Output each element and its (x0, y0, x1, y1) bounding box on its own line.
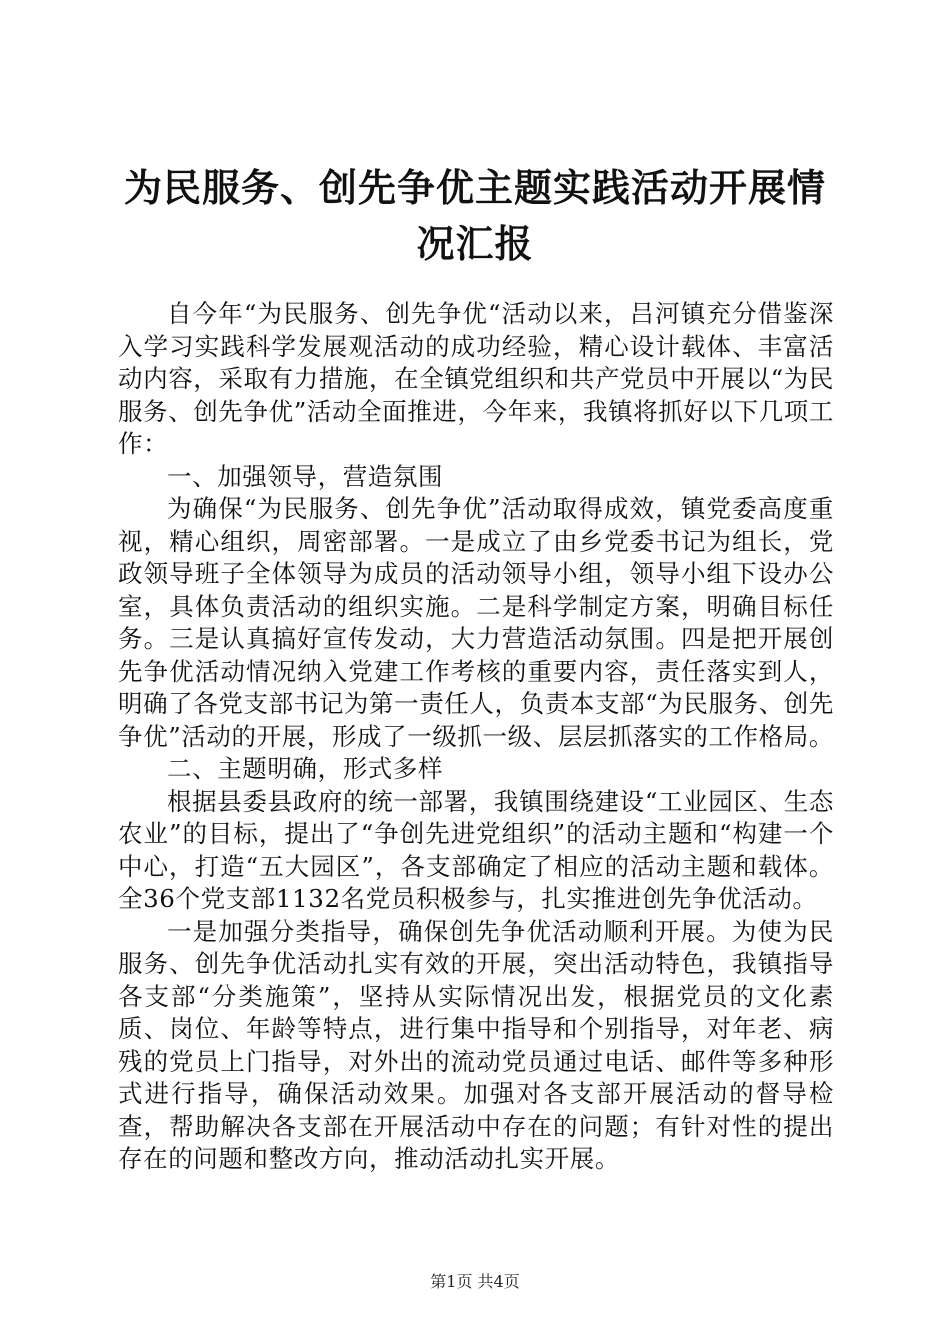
paragraph-section-1: 为确保“为民服务、创先争优”活动取得成效，镇党委高度重视，精心组织，周密部署。一是成立了由乡党委书记为组长，党政领导班子全体领导为成员的活动领导小组，领导小组下设办公室，具体负责活动的组织实施。二是科学制定方案，明确目标任务。三是认真搞好宣传发动，大力营造活动氛围。四是把开展创先争优活动情况纳入党建工作考核的重要内容，责任落实到人，明确了各党支部书记为第一责任人，负责本支部“为民服务、创先争优”活动的开展，形成了一级抓一级、层层抓落实的工作格局。 (118, 494, 834, 751)
paragraph-section-2: 根据县委县政府的统一部署，我镇围绕建设“工业园区、生态农业”的目标，提出了“争创先进党组织”的活动主题和“构建一个中心，打造“五大园区”，各支部确定了相应的活动主题和载体。全36个党支部1132名党员积极参与，扎实推进创先争优活动。 (118, 786, 834, 913)
page-footer: 第1页 共4页 (430, 1272, 520, 1291)
paragraph-section-2-item-1: 一是加强分类指导，确保创先争优活动顺利开展。为使为民服务、创先争优活动扎实有效的开展，突出活动特色，我镇指导各支部“分类施策”，坚持从实际情况出发，根据党员的文化素质、岗位、年龄等特点，进行集中指导和个别指导，对年老、病残的党员上门指导，对外出的流动党员通过电话、邮件等多种形式进行指导，确保活动效果。加强对各支部开展活动的督导检查，帮助解决各支部在开展活动中存在的问题；有针对性的提出存在的问题和整改方向，推动活动扎实开展。 (118, 916, 834, 1173)
section-heading-2: 二、主题明确，形式多样 (167, 754, 444, 783)
document-title: 为民服务、创先争优主题实践活动开展情况汇报 (123, 165, 826, 266)
paragraph-intro: 自今年“为民服务、创先争优“活动以来，吕河镇充分借鉴深入学习实践科学发展观活动的成功经验，精心设计载体、丰富活动内容，采取有力措施，在全镇党组织和共产党员中开展以“为民服务、创先争优”活动全面推进，今年来，我镇将抓好以下几项工作： (118, 299, 834, 458)
document-body (118, 298, 834, 1176)
section-heading-1: 一、加强领导，营造氛围 (167, 461, 444, 491)
